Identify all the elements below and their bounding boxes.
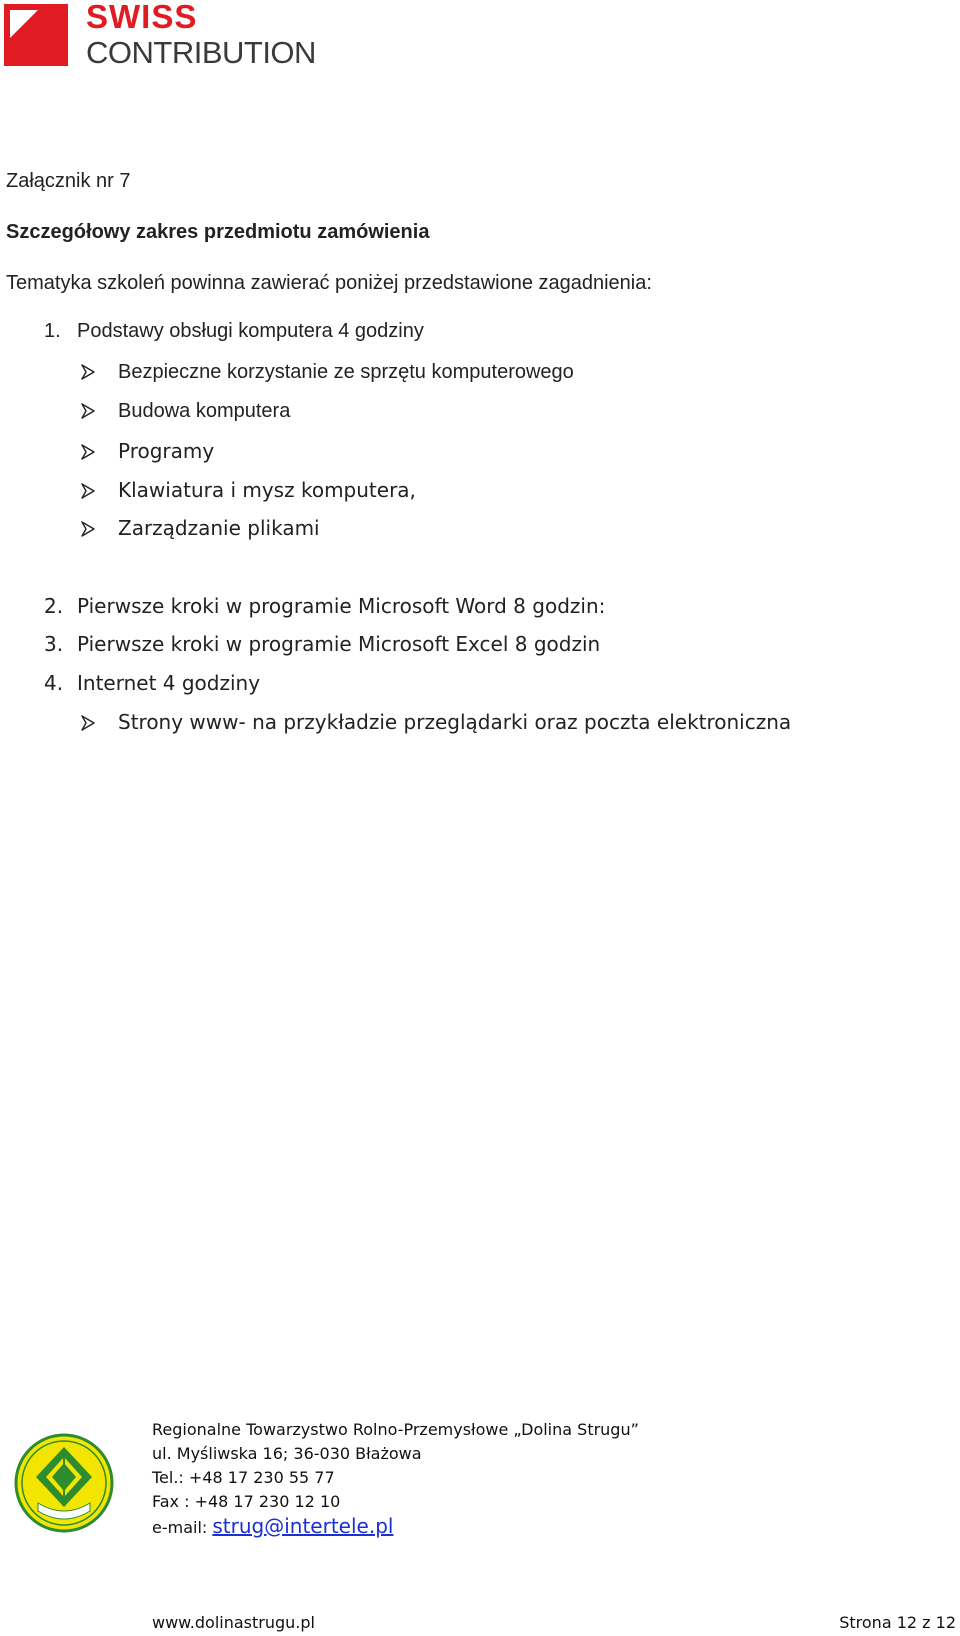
annex-number: Załącznik nr 7 [6,170,131,192]
list-number: 1. [44,320,61,342]
bullet-text: Klawiatura i mysz komputera, [118,478,416,502]
document-title: Szczegółowy zakres przedmiotu zamówienia [6,221,430,243]
footer-email-line [152,1514,393,1538]
list-item-2 [44,594,605,618]
bullet-text: Zarządzanie plikami [118,516,320,540]
arrow-bullet-icon [80,710,118,734]
list-item-1 [44,320,424,343]
bullet-item [80,400,290,423]
email-label: e-mail: [152,1518,213,1537]
list-item-text: Podstawy obsługi komputera 4 godziny [77,320,424,342]
email-link[interactable]: strug@intertele.pl [212,1514,394,1538]
footer-phone: Tel.: +48 17 230 55 77 [152,1468,335,1487]
footer-address: ul. Myśliwska 16; 36-030 Błażowa [152,1444,422,1463]
list-item-text: Pierwsze kroki w programie Microsoft Excel 8 godzin [77,632,601,656]
list-item-text: Pierwsze kroki w programie Microsoft Word 8 godzin: [77,594,606,618]
bullet-text: Budowa komputera [118,400,291,422]
arrow-bullet-icon [80,400,118,423]
list-item-3 [44,632,600,656]
bullet-item [80,516,320,540]
logo-line-contribution: CONTRIBUTION [86,35,316,70]
bullet-item [80,439,214,463]
arrow-bullet-icon [80,439,118,463]
page-number: Strona 12 z 12 [839,1613,956,1632]
bullet-text: Strony www- na przykładzie przeglądarki oraz poczta elektroniczna [118,710,792,734]
list-number: 3. [44,632,64,656]
dolina-strugu-logo [14,1433,114,1533]
swiss-flag-icon [4,4,68,66]
bullet-item [80,710,791,734]
arrow-bullet-icon [80,516,118,540]
bullet-text: Programy [118,439,215,463]
swiss-contribution-logo [4,2,334,70]
footer-fax: Fax : +48 17 230 12 10 [152,1492,341,1511]
footer-organization: Regionalne Towarzystwo Rolno-Przemysłowe „Dolina Strugu” [152,1420,639,1439]
list-number: 2. [44,594,64,618]
list-number: 4. [44,671,64,695]
arrow-bullet-icon [80,361,118,384]
logo-line-swiss: SWISS [86,0,198,35]
bullet-item [80,478,416,502]
list-item-4 [44,671,260,695]
intro-text: Tematyka szkoleń powinna zawierać poniżej przedstawione zagadnienia: [6,272,652,294]
footer-website: www.dolinastrugu.pl [152,1613,315,1632]
bullet-text: Bezpieczne korzystanie ze sprzętu komputerowego [118,361,574,383]
bullet-item [80,361,574,384]
list-item-text: Internet 4 godziny [77,671,261,695]
arrow-bullet-icon [80,478,118,502]
